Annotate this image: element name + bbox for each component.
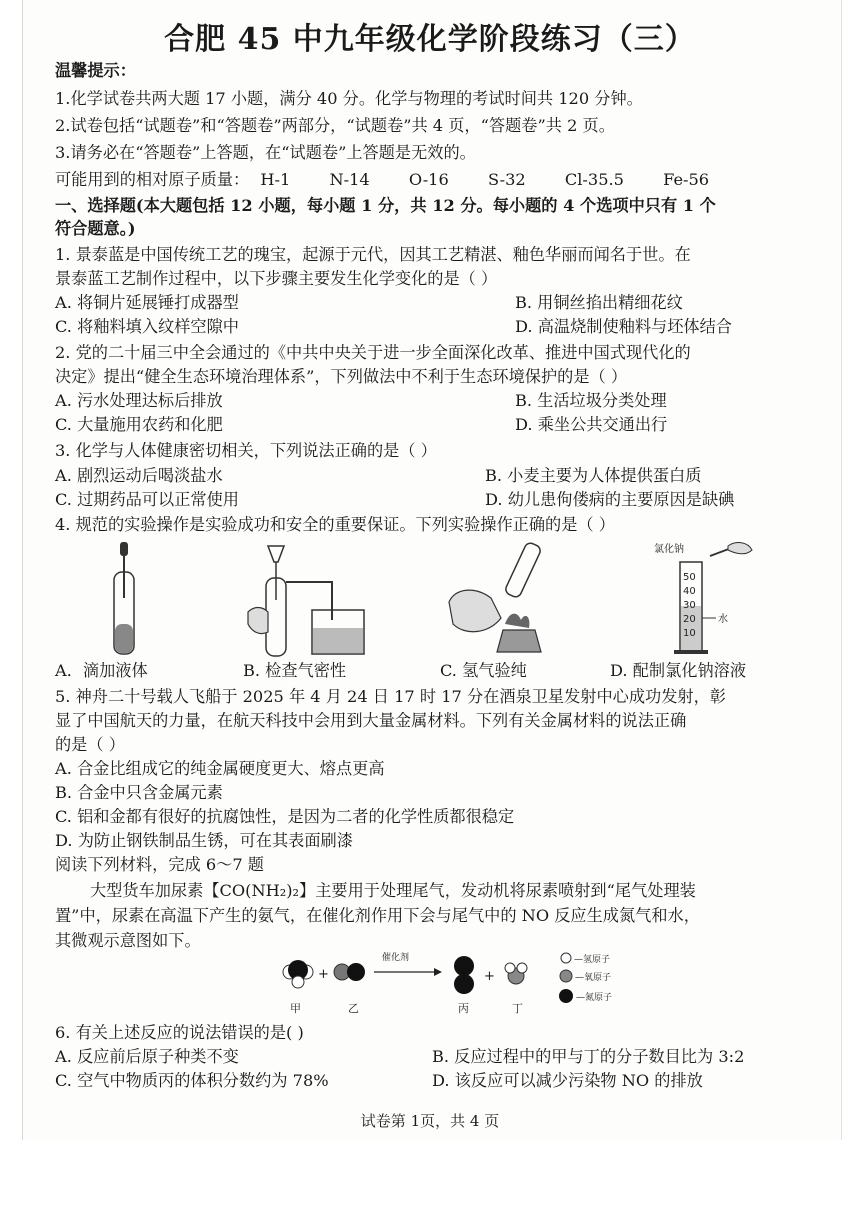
scale-tick: 50 (683, 572, 696, 583)
question-stem: 2. 党的二十届三中全会通过的《中共中央关于进一步全面深化改革、推进中国式现代化的 (55, 343, 691, 362)
test-tube (504, 541, 542, 599)
option-b: B. 小麦主要为人体提供蛋白质 (485, 466, 702, 485)
tip-line: 2.试卷包括“试题卷”和“答题卷”两部分，“试题卷”共 4 页，“答题卷”共 2 页。 (55, 116, 615, 135)
hydrogen-atom (505, 963, 515, 973)
option-b: B. 用铜丝掐出精细花纹 (515, 293, 683, 312)
species-label: 丙 (458, 1002, 469, 1015)
option-c: C. 氢气验纯 (440, 661, 527, 680)
section-heading: 一、选择题(本大题包括 12 小题，每小题 1 分，共 12 分。每小题的 4 个选项中只有 1 个 (55, 196, 716, 215)
option-a: A. 污水处理达标后排放 (55, 391, 223, 410)
option-b: B. 生活垃圾分类处理 (515, 391, 667, 410)
species-label: 甲 (290, 1002, 301, 1015)
legend-label: —氢原子 (574, 955, 611, 965)
dropper-bulb (120, 542, 128, 556)
option-a: A. 合金比组成它的纯金属硬度更大、熔点更高 (55, 759, 385, 778)
hand (248, 608, 268, 634)
atomic-mass-line (55, 169, 743, 191)
dropper-figure (100, 538, 150, 658)
reading-text: 其微观示意图如下。 (55, 931, 201, 950)
option-c: C. 过期药品可以正常使用 (55, 490, 239, 509)
question-stem: 4. 规范的实验操作是实验成功和安全的重要保证。下列实验操作正确的是（ ） (55, 515, 615, 534)
atomic-mass: S-32 (487, 170, 526, 189)
atomic-mass: O-16 (408, 170, 449, 189)
legend-nitrogen (559, 989, 573, 1003)
question-stem: 3. 化学与人体健康密切相关，下列说法正确的是（ ） (55, 441, 437, 460)
question-stem: 1. 景泰蓝是中国传统工艺的瑰宝，起源于元代，因其工艺精湛、釉色华丽而闻名于世。在 (55, 245, 691, 264)
nitrogen-atom (347, 963, 365, 981)
option-c: C. 将釉料填入纹样空隙中 (55, 317, 239, 336)
hydrogen-atom (517, 963, 527, 973)
atomic-mass: H-1 (260, 170, 291, 189)
airtight-check-figure (240, 540, 380, 658)
question-stem: 的是（ ） (55, 735, 125, 754)
option-d: D. 该反应可以减少污染物 NO 的排放 (432, 1071, 703, 1090)
plus-sign: + (318, 967, 329, 982)
question-stem: 景泰蓝工艺制作过程中，以下步骤主要发生化学变化的是（ ） (55, 269, 498, 288)
legend-label: —氧原子 (575, 973, 612, 983)
hydrogen-atom (292, 976, 304, 988)
option-c: C. 空气中物质丙的体积分数约为 78% (55, 1071, 329, 1090)
delivery-tube (286, 582, 332, 620)
legend-oxygen (560, 970, 572, 982)
tip-line: 1.化学试卷共两大题 17 小题，满分 40 分。化学与物理的考试时间共 120 分钟。 (55, 89, 643, 108)
option-a: A．滴加液体 (55, 661, 148, 680)
arrow-head (434, 968, 442, 976)
reading-intro: 阅读下列材料，完成 6～7 题 (55, 855, 264, 874)
hydrogen-test-figure (445, 538, 555, 658)
atomic-mass: N-14 (329, 170, 370, 189)
nacl-label: 氯化钠 (654, 544, 684, 555)
legend-label: —氮原子 (576, 993, 613, 1003)
option-d: D. 为防止钢铁制品生锈，可在其表面刷漆 (55, 831, 353, 850)
water (313, 628, 363, 653)
legend-hydrogen (561, 953, 571, 963)
option-d: D. 乘坐公共交通出行 (515, 415, 668, 434)
page-title: 合肥 45 中九年级化学阶段练习（三） (164, 22, 696, 57)
question-stem: 显了中国航天的力量，在航天科技中会用到大量金属材料。下列有关金属材料的说法正确 (55, 711, 687, 730)
plus-sign: + (484, 969, 495, 984)
question-stem: 6. 有关上述反应的说法错误的是( ) (55, 1023, 304, 1042)
species-label: 乙 (348, 1002, 359, 1015)
nacl-solution-figure (650, 542, 760, 658)
tips-heading: 温馨提示： (55, 61, 136, 80)
nitrogen-atom (454, 974, 474, 994)
section-heading: 符合题意。) (55, 219, 136, 238)
hand (728, 543, 752, 554)
alcohol-lamp (497, 630, 541, 652)
hand (449, 590, 501, 632)
option-a: A. 剧烈运动后喝淡盐水 (55, 466, 223, 485)
reading-text: 大型货车加尿素【CO(NH₂)₂】主要用于处理尾气，发动机将尿素喷射到“尾气处理装 (90, 881, 696, 900)
water-label: 水 (718, 614, 728, 625)
reaction-diagram (270, 948, 660, 1018)
scale-tick: 30 (683, 600, 696, 611)
option-b: B. 反应过程中的甲与丁的分子数目比为 3:2 (432, 1047, 745, 1066)
option-c: C. 铝和金都有很好的抗腐蚀性，是因为二者的化学性质都很稳定 (55, 807, 515, 826)
catalyst-label: 催化剂 (382, 953, 410, 963)
tip-line: 3.请务必在“答题卷”上答题，在“试题卷”上答题是无效的。 (55, 143, 476, 162)
option-b: B. 检查气密性 (243, 661, 347, 680)
page-footer: 试卷第 1页，共 4 页 (360, 1112, 500, 1130)
scale-tick: 10 (683, 628, 696, 639)
atomic-mass: Cl-35.5 (564, 170, 624, 189)
funnel (268, 546, 284, 562)
option-d: D. 配制氯化钠溶液 (610, 661, 747, 680)
reading-text: 置”中，尿素在高温下产生的氨气，在催化剂作用下会与尾气中的 NO 反应生成氮气和水， (55, 906, 700, 925)
species-label: 丁 (512, 1002, 523, 1015)
option-d: D. 幼儿患佝偻病的主要原因是缺碘 (485, 490, 735, 509)
flame (505, 614, 529, 628)
option-a: A. 将铜片延展锤打成器型 (55, 293, 239, 312)
option-b: B. 合金中只含金属元素 (55, 783, 223, 802)
option-d: D. 高温烧制使釉料与坯体结合 (515, 317, 732, 336)
cylinder-base (674, 650, 708, 654)
nitrogen-atom (454, 956, 474, 976)
question-stem: 决定》提出“健全生态环境治理体系”，下列做法中不利于生态环境保护的是（ ） (55, 367, 628, 386)
option-a: A. 反应前后原子种类不变 (55, 1047, 239, 1066)
scale-tick: 40 (683, 586, 696, 597)
scale-tick: 20 (683, 614, 696, 625)
atomic-mass: Fe-56 (663, 170, 710, 189)
atomic-mass-label: 可能用到的相对原子质量： (55, 170, 250, 189)
question-stem: 5. 神舟二十号载人飞船于 2025 年 4 月 24 日 17 时 17 分在酒泉卫星发射中心成功发射，彰 (55, 687, 726, 706)
option-c: C. 大量施用农药和化肥 (55, 415, 223, 434)
liquid (115, 624, 133, 653)
